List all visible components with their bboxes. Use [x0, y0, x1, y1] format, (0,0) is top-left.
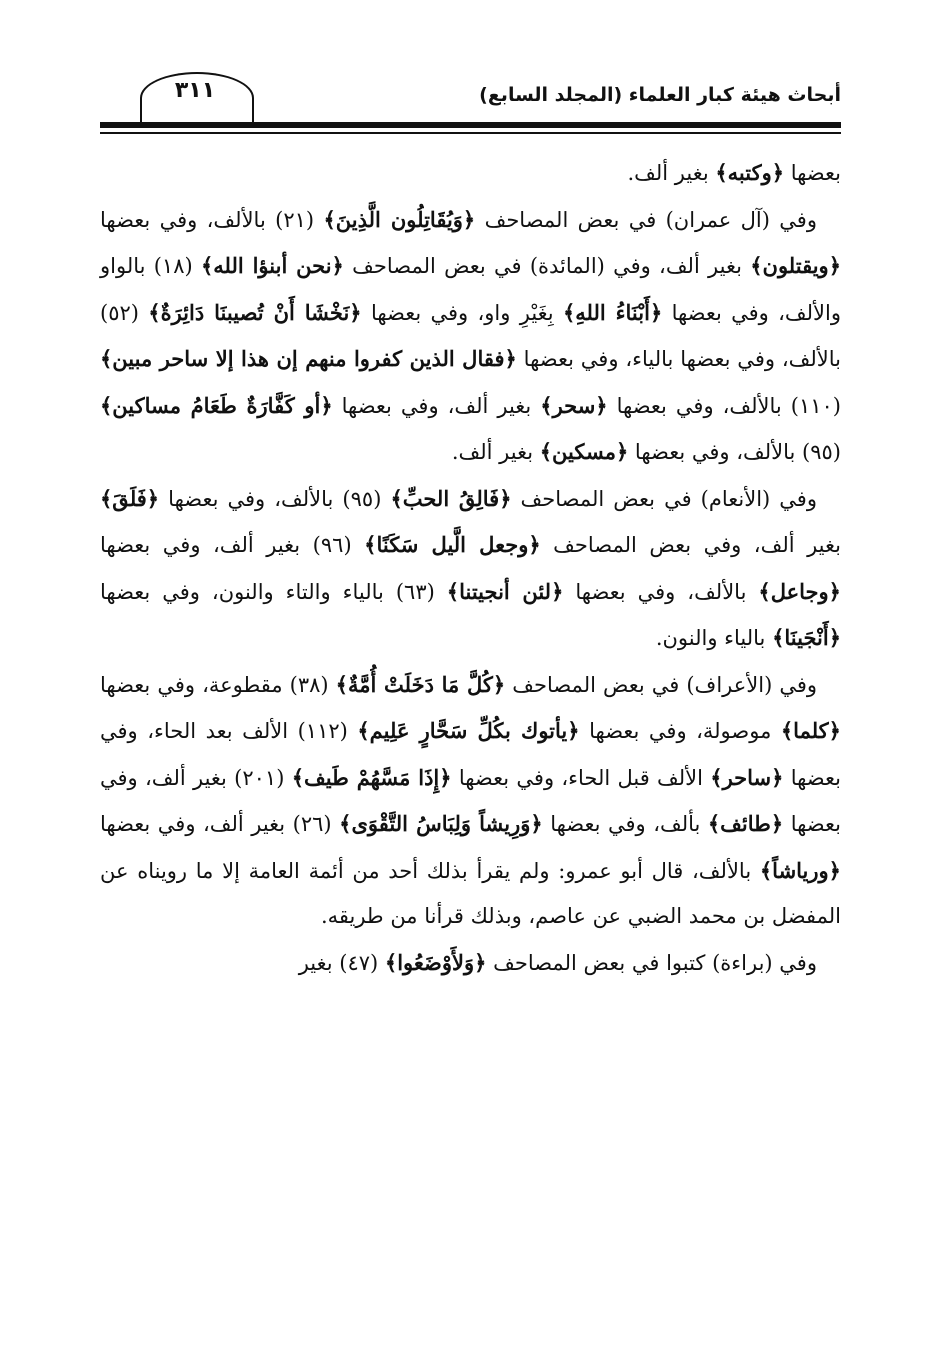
page-header [100, 60, 841, 140]
paragraph: وفي (الأعراف) في بعض المصاحف ﴿كُلَّ مَا دَخَلَتْ أُمَّةٌ﴾ (٣٨) مقطوعة، وفي بعضها ﴿كلما﴾ موصولة، وفي بعضها ﴿يأتوك بكُلِّ سَحَّارٍ عَلِيم﴾ (١١٢) الألف بعد الحاء، وفي بعضها ﴿ساحر﴾ الألف قبل الحاء، وفي بعضها ﴿إِذَا مَسَّهُمْ طَيف﴾ (٢٠١) بغير ألف، وفي بعضها ﴿طائف﴾ بألف، وفي بعضها ﴿وَرِيشاً وَلِبَاسُ التَّقْوَى﴾ (٢٦) بغير ألف، وفي بعضها ﴿ورياشاً﴾ بالألف، قال أبو عمرو: ولم يقرأ بذلك أحد من أئمة العامة إلا ما رويناه عن المفضل بن محمد الضبي عن عاصم، وبذلك قرأنا من طريقه. [100, 671, 841, 928]
header-rule-thick [100, 122, 841, 128]
quran-quote: ﴿وكتبه﴾ [715, 160, 785, 185]
quran-quote: ﴿وَيُقَاتِلُون الَّذِينَ﴾ [323, 206, 476, 232]
quran-quote: ﴿وجاعل﴾ [758, 578, 841, 604]
quran-quote: ﴿نحن أبنؤا الله﴾ [200, 253, 344, 278]
quran-quote: ﴿طائف﴾ [707, 811, 784, 836]
quran-quote: ﴿وَلأَوْضَعُوا﴾ [384, 949, 487, 975]
quran-quote: ﴿ورياشاً﴾ [759, 857, 841, 883]
quran-quote: ﴿ويقتلون﴾ [750, 253, 841, 278]
quran-quote: ﴿كُلَّ مَا دَخَلَتْ أُمَّةٌ﴾ [335, 671, 506, 697]
quran-quote: ﴿أَنْجَينَا﴾ [772, 625, 841, 650]
paragraph: وفي (براءة) كتبوا في بعض المصاحف ﴿وَلأَوْضَعُوا﴾ (٤٧) بغير [298, 949, 817, 975]
body-text [100, 150, 841, 986]
paragraph: وفي (آل عمران) في بعض المصاحف ﴿وَيُقَاتِلُون الَّذِينَ﴾ (٢١) بالألف، وفي بعضها ﴿ويقتلون﴾ بغير ألف، وفي (المائدة) في بعض المصاحف ﴿نحن أبنؤا الله﴾ (١٨) بالواو والألف، وفي بعضها ﴿أَبْنَاءُ اللهِ﴾ بِغَيْرِ واو، وفي بعضها ﴿نَخْشَا أَنْ تُصيبنَا دَائِرَةٌ﴾ (٥٢) بالألف، وفي بعضها بالياء، وفي بعضها ﴿فقال الذين كفروا منهم إن هذا إلا ساحر مبين﴾ (١١٠) بالألف، وفي بعضها ﴿سحر﴾ بغير ألف، وفي بعضها ﴿أو كَفَّارَةٌ طَعَامُ مساكين﴾ (٩٥) بالألف، وفي بعضها ﴿مسكين﴾ بغير ألف. [100, 206, 842, 464]
quran-quote: ﴿فَلَقَ﴾ [100, 485, 160, 511]
quran-quote: ﴿ساحر﴾ [710, 764, 784, 790]
quran-quote: ﴿وجعل الَّيل سَكَنًا﴾ [364, 532, 541, 557]
quran-quote: ﴿أَبْنَاءُ اللهِ﴾ [562, 299, 663, 325]
paragraph: وفي (الأنعام) في بعض المصاحف ﴿فَالِقُ الحبِّ﴾ (٩٥) بالألف، وفي بعضها ﴿فَلَقَ﴾ بغير ألف، وفي بعض المصاحف ﴿وجعل الَّيل سَكَنًا﴾ (٩٦) بغير ألف، وفي بعضها ﴿وجاعل﴾ بالألف، وفي بعضها ﴿لئن أنجيتنا﴾ (٦٣) بالياء والتاء والنون، وفي بعضها ﴿أَنْجَينَا﴾ بالياء والنون. [100, 485, 841, 650]
quran-quote: ﴿نَخْشَا أَنْ تُصيبنَا دَائِرَةٌ﴾ [148, 299, 362, 325]
quran-quote: ﴿مسكين﴾ [539, 439, 629, 464]
running-title: أبحاث هيئة كبار العلماء (المجلد السابع) [479, 84, 841, 106]
quran-quote: ﴿فقال الذين كفروا منهم إن هذا إلا ساحر مبين﴾ [100, 346, 517, 371]
quran-quote: ﴿سحر﴾ [540, 392, 608, 418]
quran-quote: ﴿كلما﴾ [780, 718, 841, 743]
quran-quote: ﴿لئن أنجيتنا﴾ [446, 578, 564, 604]
paragraph: بعضها ﴿وكتبه﴾ بغير ألف. [627, 160, 841, 185]
quran-quote: ﴿يأتوك بكُلِّ سَحَّارٍ عَلِيم﴾ [357, 718, 580, 743]
quran-quote: ﴿فَالِقُ الحبِّ﴾ [390, 485, 512, 511]
quran-quote: ﴿أو كَفَّارَةٌ طَعَامُ مساكين﴾ [100, 392, 333, 418]
header-rule-thin [100, 132, 841, 134]
quran-quote: ﴿إِذَا مَسَّهُمْ طَيف﴾ [291, 764, 452, 790]
quran-quote: ﴿وَرِيشاً وَلِبَاسُ التَّقْوَى﴾ [339, 811, 543, 836]
page-number: ٣١١ [174, 78, 216, 103]
